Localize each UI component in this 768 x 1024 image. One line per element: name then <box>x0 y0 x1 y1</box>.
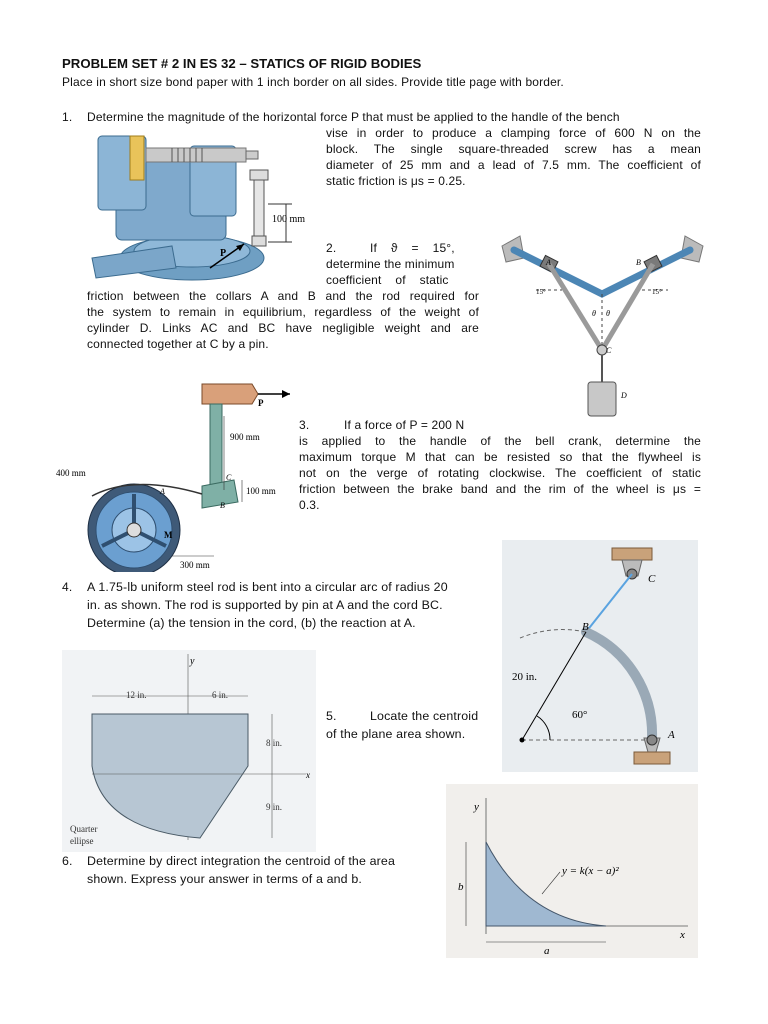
problem-4-line-1: A 1.75-lb uniform steel rod is bent into a circular arc of radius 20 <box>87 580 448 594</box>
problem-6-line-2: shown. Express your answer in terms of a and b. <box>87 872 362 886</box>
rod-a-label: A <box>546 258 551 267</box>
problem-2-line-5: the system to remain in equilibrium, regardless of the weight of <box>87 305 479 319</box>
problem-2-line-6: cylinder D. Links AC and BC have negligible weight and are <box>87 321 479 335</box>
problem-5-line-1: Locate the centroid <box>370 709 479 723</box>
arc-c-label: C <box>648 573 656 585</box>
problem-5-number: 5. <box>326 709 337 723</box>
integ-x-label: x <box>680 929 685 941</box>
integ-b-label: b <box>458 881 464 893</box>
crank-m-label: M <box>164 530 173 540</box>
problem-2-line-7: connected together at C by a pin. <box>87 337 269 351</box>
rod-theta-right: θ <box>606 309 610 318</box>
area-quarter-label: Quarter <box>70 824 98 834</box>
integ-y-label: y <box>474 801 479 813</box>
problem-1-line-4: diameter of 25 mm and a lead of 7.5 mm. The coefficient of <box>326 158 701 172</box>
collar-rod-figure <box>500 232 705 422</box>
problem-4-line-3: Determine (a) the tension in the cord, (b) the reaction at A. <box>87 616 416 630</box>
area-12in-label: 12 in. <box>126 690 147 700</box>
crank-p-label: P <box>258 398 264 408</box>
area-9in-label: 9 in. <box>266 802 283 812</box>
flywheel-bellcrank-figure <box>52 376 292 572</box>
vise-100mm-label: 100 mm <box>272 214 306 225</box>
arc-rod-figure <box>502 540 698 772</box>
problem-1-line-5: static friction is μs = 0.25. <box>326 174 466 188</box>
problem-3-line-1: If a force of P = 200 N <box>344 418 465 432</box>
problem-3-line-3: maximum torque M that can be resisted so that the flywheel is <box>299 450 701 464</box>
problem-6-number: 6. <box>62 854 73 868</box>
rod-angle-right: 15° <box>652 288 662 296</box>
rod-d-label: D <box>621 391 627 400</box>
problem-2-line-2: determine the minimum <box>326 257 455 271</box>
problem-3-line-2: is applied to the handle of the bell crank, determine the <box>299 434 701 448</box>
page-title: PROBLEM SET # 2 IN ES 32 – STATICS OF RIGID BODIES <box>62 56 422 71</box>
area-6in-label: 6 in. <box>212 690 229 700</box>
arc-angle-label: 60° <box>572 709 588 721</box>
problem-1-line-2: vise in order to produce a clamping force of 600 N on the <box>326 126 701 140</box>
problem-3-number: 3. <box>299 418 310 432</box>
crank-b-label: B <box>220 501 225 510</box>
rod-b-label: B <box>636 258 641 267</box>
crank-c-label: C <box>226 473 232 482</box>
problem-4-line-2: in. as shown. The rod is supported by pin at A and the cord BC. <box>87 598 443 612</box>
problem-2-number: 2. <box>326 241 337 255</box>
arc-b-label: B <box>582 621 589 633</box>
integ-equation: y = k(x − a)² <box>562 865 619 877</box>
rod-angle-left: 15° <box>536 288 546 296</box>
rod-theta-left: θ <box>592 309 596 318</box>
problem-1-number: 1. <box>62 110 73 124</box>
integ-a-label: a <box>544 945 550 957</box>
problem-2-line-4: friction between the collars A and B and the rod required for <box>87 289 479 303</box>
crank-400mm-label: 400 mm <box>56 468 86 478</box>
crank-100mm-label: 100 mm <box>246 486 276 496</box>
plane-area-figure <box>62 650 316 852</box>
area-x-label: x <box>306 770 310 780</box>
crank-a-label: A <box>160 487 165 496</box>
problem-2-line-3: coefficient of static <box>326 273 449 287</box>
area-8in-label: 8 in. <box>266 738 283 748</box>
problem-2-line-1: If ϑ = 15°, <box>370 241 455 255</box>
rod-c-label: C <box>606 346 612 355</box>
area-ellipse-label: ellipse <box>70 836 94 846</box>
arc-radius-label: 20 in. <box>512 671 538 683</box>
integration-area-figure <box>446 784 698 958</box>
problem-6-line-1: Determine by direct integration the centroid of the area <box>87 854 396 868</box>
problem-1-line-1: Determine the magnitude of the horizontal force P that must be applied to the handle of the bench <box>87 110 620 124</box>
arc-a-label: A <box>668 729 675 741</box>
problem-1-line-3: block. The single square-threaded screw has a mean <box>326 142 701 156</box>
vise-p-label: P <box>220 248 227 259</box>
instructions: Place in short size bond paper with 1 inch border on all sides. Provide title page with border. <box>62 75 564 89</box>
crank-300mm-label: 300 mm <box>180 560 210 570</box>
crank-900mm-label: 900 mm <box>230 432 260 442</box>
bench-vise-figure <box>82 118 318 286</box>
problem-3-line-5: friction between the brake band and the rim of the wheel is μs = <box>299 482 701 496</box>
problem-5-line-2: of the plane area shown. <box>326 727 466 741</box>
area-y-label: y <box>190 656 195 667</box>
problem-4-number: 4. <box>62 580 73 594</box>
problem-3-line-6: 0.3. <box>299 498 320 512</box>
problem-3-line-4: not on the verge of rotating clockwise. The coefficient of static <box>299 466 701 480</box>
